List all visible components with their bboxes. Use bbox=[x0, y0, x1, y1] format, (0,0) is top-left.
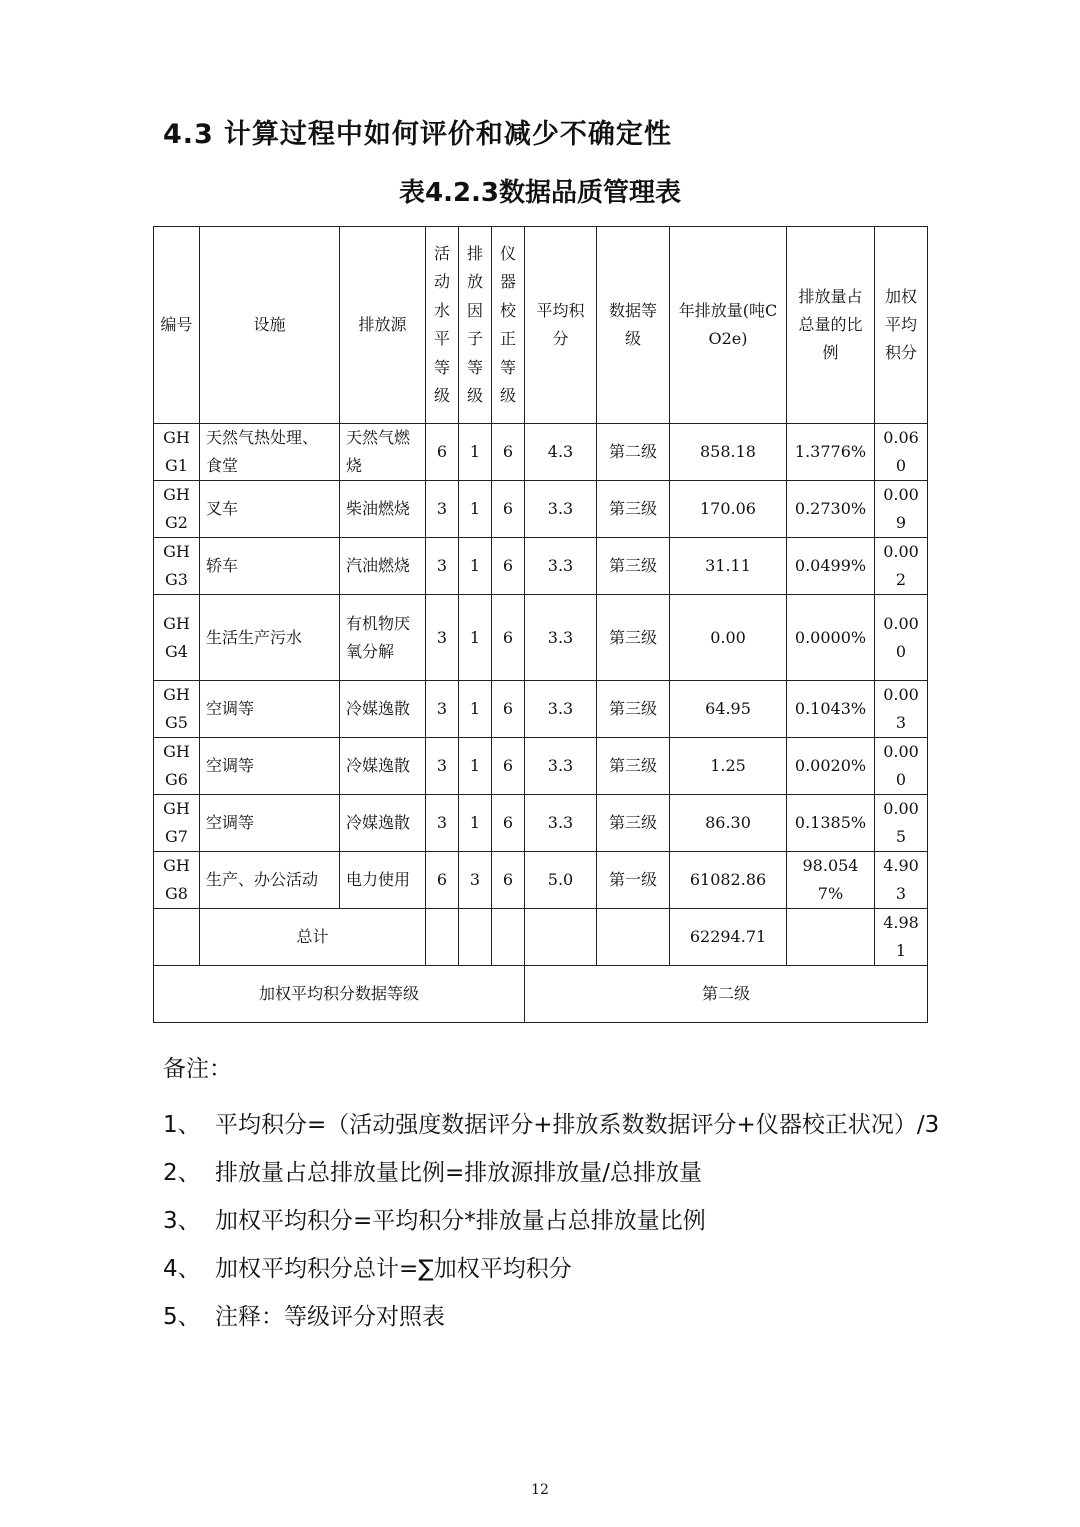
cell-annual-emission: 0.00 bbox=[670, 595, 787, 681]
total-weighted-score: 4.981 bbox=[875, 909, 928, 966]
cell-activity-level: 3 bbox=[426, 481, 459, 538]
cell-activity-level: 6 bbox=[426, 424, 459, 481]
cell-source: 冷媒逸散 bbox=[340, 738, 426, 795]
cell-annual-emission: 858.18 bbox=[670, 424, 787, 481]
cell-annual-emission: 64.95 bbox=[670, 681, 787, 738]
header-source: 排放源 bbox=[340, 227, 426, 424]
header-annual-emission: 年排放量(吨CO2e) bbox=[670, 227, 787, 424]
cell-annual-emission: 1.25 bbox=[670, 738, 787, 795]
cell-source: 汽油燃烧 bbox=[340, 538, 426, 595]
cell-source: 冷媒逸散 bbox=[340, 681, 426, 738]
cell-data-grade: 第三级 bbox=[597, 595, 670, 681]
cell-facility: 轿车 bbox=[200, 538, 340, 595]
total-empty-cell bbox=[525, 909, 597, 966]
cell-avg-score: 5.0 bbox=[525, 852, 597, 909]
note-text: 注释：等级评分对照表 bbox=[215, 1304, 445, 1330]
cell-annual-emission: 170.06 bbox=[670, 481, 787, 538]
section-number: 4.3 bbox=[163, 119, 214, 150]
note-item bbox=[163, 1245, 943, 1293]
header-weighted-score: 加权平均积分 bbox=[875, 227, 928, 424]
cell-activity-level: 6 bbox=[426, 852, 459, 909]
cell-share: 0.1385% bbox=[787, 795, 875, 852]
cell-weighted-score: 4.903 bbox=[875, 852, 928, 909]
header-avg-score: 平均积分 bbox=[525, 227, 597, 424]
cell-data-grade: 第三级 bbox=[597, 538, 670, 595]
cell-id: GHG4 bbox=[154, 595, 200, 681]
cell-share: 0.2730% bbox=[787, 481, 875, 538]
cell-calibration: 6 bbox=[492, 538, 525, 595]
notes-section bbox=[163, 1050, 943, 1341]
note-index: 3、 bbox=[163, 1208, 201, 1234]
cell-facility: 空调等 bbox=[200, 681, 340, 738]
cell-source: 有机物厌氧分解 bbox=[340, 595, 426, 681]
cell-activity-level: 3 bbox=[426, 681, 459, 738]
cell-source: 电力使用 bbox=[340, 852, 426, 909]
cell-share: 0.0020% bbox=[787, 738, 875, 795]
cell-calibration: 6 bbox=[492, 595, 525, 681]
header-id: 编号 bbox=[154, 227, 200, 424]
cell-calibration: 6 bbox=[492, 424, 525, 481]
cell-facility: 空调等 bbox=[200, 738, 340, 795]
header-emission-factor: 排放因子 等级 bbox=[459, 227, 492, 424]
table-title: 表4.2.3数据品质管理表 bbox=[398, 178, 682, 208]
table-row bbox=[154, 481, 928, 538]
cell-annual-emission: 31.11 bbox=[670, 538, 787, 595]
note-index: 4、 bbox=[163, 1256, 201, 1282]
cell-data-grade: 第二级 bbox=[597, 424, 670, 481]
note-item bbox=[163, 1149, 943, 1197]
cell-facility: 空调等 bbox=[200, 795, 340, 852]
total-empty-cell bbox=[426, 909, 459, 966]
cell-weighted-score: 0.060 bbox=[875, 424, 928, 481]
cell-weighted-score: 0.000 bbox=[875, 738, 928, 795]
cell-facility: 生活生产污水 bbox=[200, 595, 340, 681]
header-activity-level: 活动水平 等级 bbox=[426, 227, 459, 424]
cell-facility: 天然气热处理、食堂 bbox=[200, 424, 340, 481]
section-title: 计算过程中如何评价和减少不确定性 bbox=[223, 119, 672, 150]
cell-facility: 生产、办公活动 bbox=[200, 852, 340, 909]
cell-calibration: 6 bbox=[492, 681, 525, 738]
cell-share: 1.3776% bbox=[787, 424, 875, 481]
note-item bbox=[163, 1197, 943, 1245]
cell-avg-score: 3.3 bbox=[525, 681, 597, 738]
cell-annual-emission: 61082.86 bbox=[670, 852, 787, 909]
header-share: 排放量占总量的比例 bbox=[787, 227, 875, 424]
cell-id: GHG7 bbox=[154, 795, 200, 852]
cell-avg-score: 3.3 bbox=[525, 738, 597, 795]
cell-emission-factor: 1 bbox=[459, 481, 492, 538]
total-empty-cell bbox=[597, 909, 670, 966]
cell-calibration: 6 bbox=[492, 852, 525, 909]
cell-source: 柴油燃烧 bbox=[340, 481, 426, 538]
note-index: 2、 bbox=[163, 1160, 201, 1186]
header-row bbox=[154, 227, 928, 424]
total-empty-cell bbox=[492, 909, 525, 966]
total-row bbox=[154, 909, 928, 966]
cell-id: GHG5 bbox=[154, 681, 200, 738]
cell-weighted-score: 0.005 bbox=[875, 795, 928, 852]
note-index: 5、 bbox=[163, 1304, 201, 1330]
table-row bbox=[154, 595, 928, 681]
cell-calibration: 6 bbox=[492, 795, 525, 852]
cell-facility: 叉车 bbox=[200, 481, 340, 538]
total-empty-cell bbox=[154, 909, 200, 966]
section-heading bbox=[163, 112, 672, 151]
cell-id: GHG3 bbox=[154, 538, 200, 595]
cell-id: GHG6 bbox=[154, 738, 200, 795]
cell-calibration: 6 bbox=[492, 738, 525, 795]
cell-annual-emission: 86.30 bbox=[670, 795, 787, 852]
cell-avg-score: 3.3 bbox=[525, 481, 597, 538]
cell-data-grade: 第三级 bbox=[597, 681, 670, 738]
note-text: 排放量占总排放量比例=排放源排放量/总排放量 bbox=[215, 1160, 703, 1186]
note-text: 平均积分=（活动强度数据评分+排放系数数据评分+仪器校正状况）/3 bbox=[215, 1112, 940, 1138]
cell-id: GHG1 bbox=[154, 424, 200, 481]
header-data-grade: 数据等级 bbox=[597, 227, 670, 424]
notes-heading: 备注： bbox=[163, 1056, 232, 1082]
cell-emission-factor: 1 bbox=[459, 538, 492, 595]
cell-avg-score: 3.3 bbox=[525, 538, 597, 595]
cell-source: 天然气燃烧 bbox=[340, 424, 426, 481]
cell-weighted-score: 0.000 bbox=[875, 595, 928, 681]
total-label: 总计 bbox=[200, 909, 426, 966]
cell-emission-factor: 1 bbox=[459, 595, 492, 681]
cell-activity-level: 3 bbox=[426, 538, 459, 595]
footer-label: 加权平均积分数据等级 bbox=[154, 966, 525, 1023]
total-annual-emission: 62294.71 bbox=[670, 909, 787, 966]
cell-weighted-score: 0.002 bbox=[875, 538, 928, 595]
note-item bbox=[163, 1101, 943, 1149]
cell-avg-score: 3.3 bbox=[525, 795, 597, 852]
cell-emission-factor: 1 bbox=[459, 738, 492, 795]
table-row bbox=[154, 681, 928, 738]
cell-activity-level: 3 bbox=[426, 795, 459, 852]
cell-weighted-score: 0.009 bbox=[875, 481, 928, 538]
cell-activity-level: 3 bbox=[426, 738, 459, 795]
header-facility: 设施 bbox=[200, 227, 340, 424]
cell-emission-factor: 1 bbox=[459, 424, 492, 481]
cell-share: 0.1043% bbox=[787, 681, 875, 738]
cell-data-grade: 第三级 bbox=[597, 795, 670, 852]
cell-activity-level: 3 bbox=[426, 595, 459, 681]
table-row bbox=[154, 424, 928, 481]
cell-emission-factor: 3 bbox=[459, 852, 492, 909]
table-row bbox=[154, 852, 928, 909]
cell-share: 0.0499% bbox=[787, 538, 875, 595]
cell-emission-factor: 1 bbox=[459, 795, 492, 852]
cell-weighted-score: 0.003 bbox=[875, 681, 928, 738]
data-quality-table bbox=[153, 226, 928, 1023]
cell-data-grade: 第一级 bbox=[597, 852, 670, 909]
table-row bbox=[154, 738, 928, 795]
cell-calibration: 6 bbox=[492, 481, 525, 538]
note-item bbox=[163, 1293, 943, 1341]
total-empty-cell bbox=[787, 909, 875, 966]
cell-source: 冷媒逸散 bbox=[340, 795, 426, 852]
cell-avg-score: 4.3 bbox=[525, 424, 597, 481]
cell-data-grade: 第三级 bbox=[597, 738, 670, 795]
note-text: 加权平均积分总计=∑加权平均积分 bbox=[215, 1256, 572, 1282]
cell-share: 98.0547% bbox=[787, 852, 875, 909]
footer-row bbox=[154, 966, 928, 1023]
note-index: 1、 bbox=[163, 1112, 201, 1138]
note-text: 加权平均积分=平均积分*排放量占总排放量比例 bbox=[215, 1208, 706, 1234]
cell-emission-factor: 1 bbox=[459, 681, 492, 738]
total-empty-cell bbox=[459, 909, 492, 966]
table-row bbox=[154, 538, 928, 595]
header-calibration: 仪器校正 等级 bbox=[492, 227, 525, 424]
table-row bbox=[154, 795, 928, 852]
cell-avg-score: 3.3 bbox=[525, 595, 597, 681]
cell-data-grade: 第三级 bbox=[597, 481, 670, 538]
footer-value: 第二级 bbox=[525, 966, 928, 1023]
cell-id: GHG2 bbox=[154, 481, 200, 538]
page-number: 12 bbox=[531, 1482, 549, 1498]
cell-id: GHG8 bbox=[154, 852, 200, 909]
cell-share: 0.0000% bbox=[787, 595, 875, 681]
